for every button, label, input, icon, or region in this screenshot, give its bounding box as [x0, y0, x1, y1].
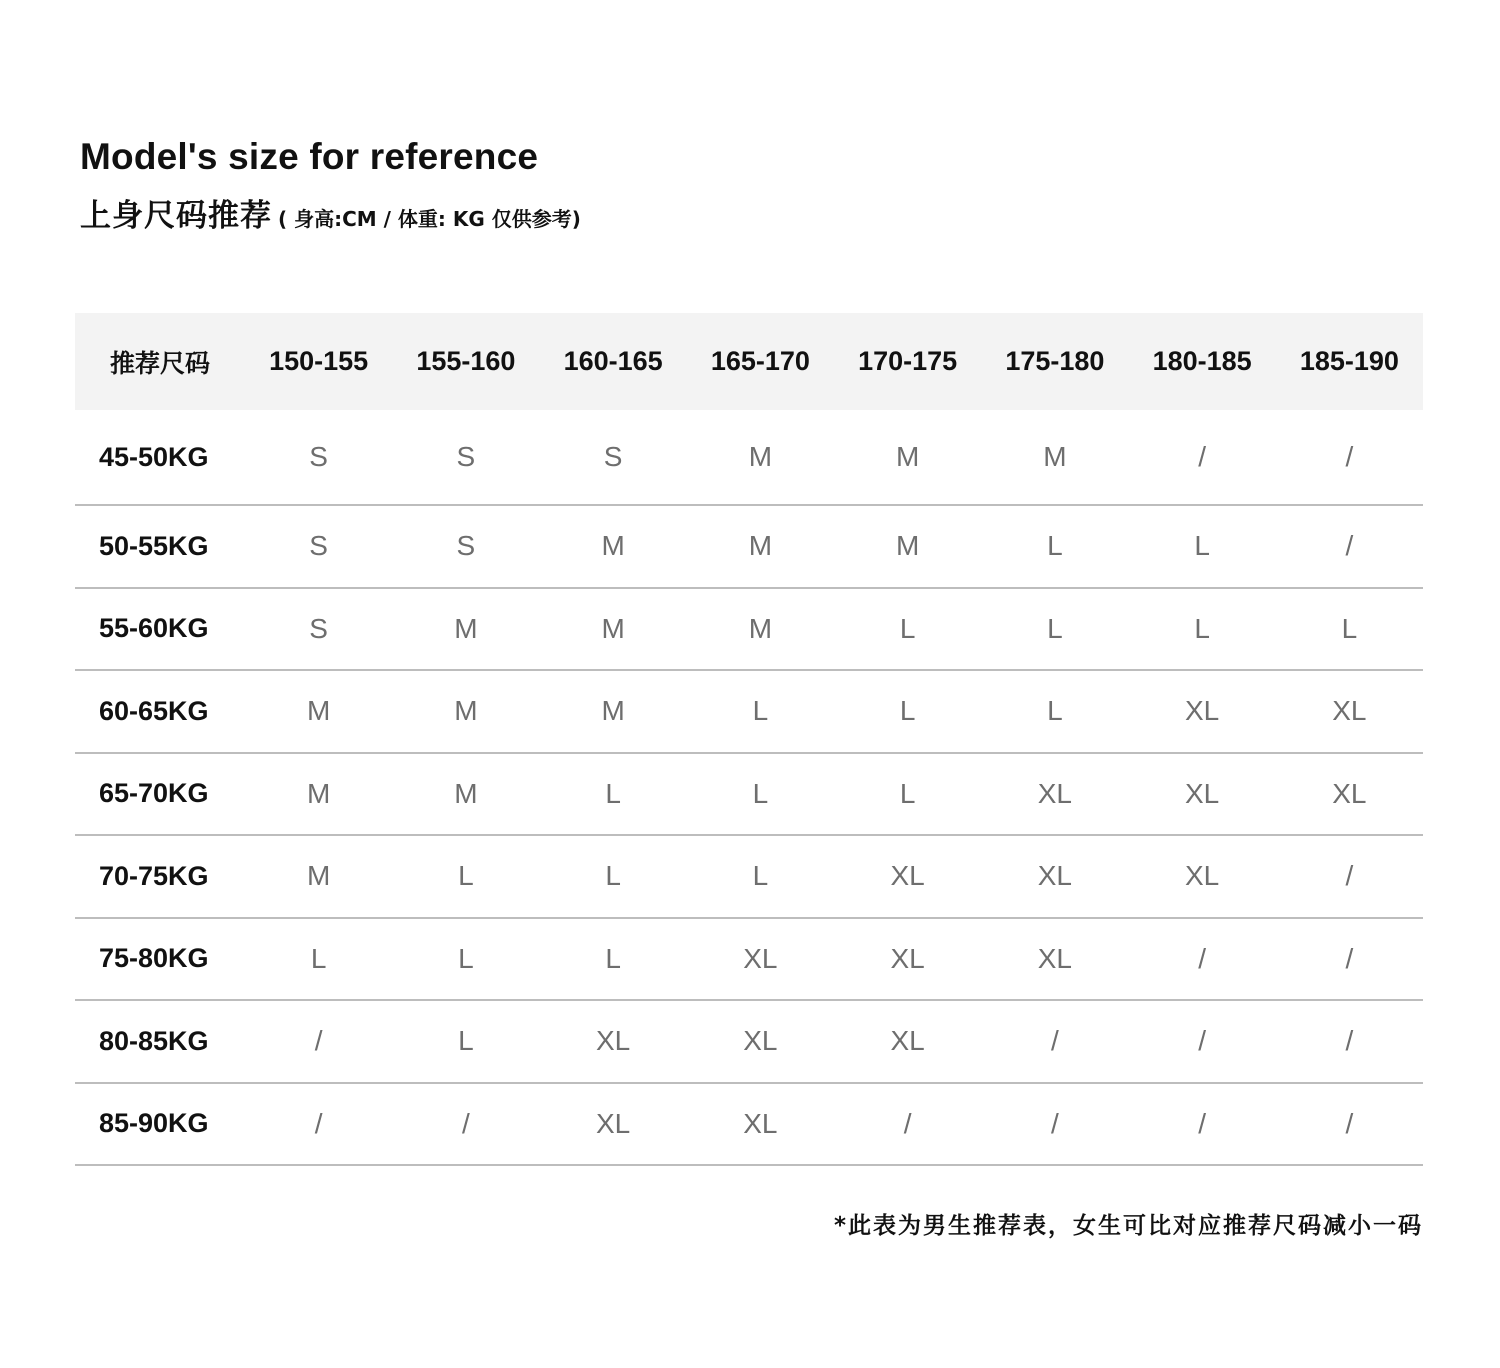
size-cell: S — [456, 441, 476, 472]
size-cell: XL — [1185, 695, 1220, 727]
size-cell: / — [1345, 860, 1354, 892]
height-header: 155-160 — [416, 346, 516, 376]
size-cell: / — [461, 1107, 470, 1139]
size-cell: L — [1047, 530, 1063, 562]
size-cell: M — [306, 695, 331, 727]
table-row — [75, 670, 1423, 753]
size-cell: XL — [1185, 860, 1220, 892]
size-cell: M — [895, 530, 920, 562]
size-cell: L — [899, 695, 916, 727]
size-cell: L — [899, 777, 916, 809]
height-header: 180-185 — [1152, 346, 1252, 376]
size-cell: M — [601, 612, 625, 644]
size-cell: / — [1198, 441, 1207, 472]
size-cell: XL — [890, 1025, 925, 1057]
size-cell: M — [601, 530, 625, 562]
size-cell: / — [1198, 942, 1207, 974]
size-cell: / — [1345, 1025, 1354, 1057]
size-cell: S — [309, 612, 328, 644]
table-row — [75, 918, 1423, 1001]
size-cell: L — [899, 612, 916, 644]
size-cell: L — [1341, 612, 1358, 644]
size-cell: L — [752, 695, 769, 727]
weight-label: 55-60KG — [99, 613, 209, 644]
size-cell: M — [601, 695, 625, 727]
table-header-row — [75, 313, 1423, 410]
size-cell: M — [454, 612, 478, 644]
weight-label: 70-75KG — [99, 860, 209, 891]
size-cell: L — [605, 777, 621, 809]
size-cell: S — [309, 441, 328, 472]
weight-label: 75-80KG — [99, 943, 209, 974]
size-cell: M — [748, 441, 773, 472]
table-row — [75, 1000, 1423, 1083]
size-cell: / — [903, 1107, 912, 1139]
height-header: 165-170 — [710, 346, 810, 376]
table-row — [75, 588, 1423, 671]
size-cell: / — [1345, 942, 1354, 974]
size-cell: XL — [890, 860, 925, 892]
size-cell: XL — [743, 1025, 778, 1057]
size-cell: XL — [596, 1025, 631, 1057]
size-cell: XL — [1037, 860, 1072, 892]
table-row — [75, 753, 1423, 836]
size-cell: / — [1198, 1025, 1207, 1057]
table-row — [75, 505, 1423, 588]
size-cell: / — [1050, 1107, 1059, 1139]
size-cell: XL — [890, 942, 925, 974]
size-cell: XL — [1332, 695, 1367, 727]
size-cell: L — [1047, 695, 1063, 727]
size-cell: / — [1345, 441, 1354, 472]
size-cell: L — [458, 1025, 474, 1057]
table-row — [75, 835, 1423, 918]
size-cell: S — [603, 441, 623, 472]
size-cell: XL — [1185, 777, 1220, 809]
size-cell: / — [314, 1025, 323, 1057]
size-cell: M — [748, 530, 773, 562]
size-cell: M — [1043, 441, 1067, 472]
weight-label: 65-70KG — [99, 778, 209, 809]
size-cell: / — [1345, 1107, 1354, 1139]
size-cell: M — [454, 695, 478, 727]
size-cell: XL — [1332, 777, 1367, 809]
footnote: *此表为男生推荐表，女生可比对应推荐尺码减小一码 — [833, 1213, 1423, 1239]
table-row — [75, 1083, 1423, 1166]
weight-label: 60-65KG — [99, 695, 209, 726]
size-cell: M — [748, 612, 773, 644]
size-cell: L — [605, 860, 621, 892]
size-cell: L — [458, 942, 474, 974]
height-header: 150-155 — [269, 346, 369, 376]
height-header: 170-175 — [858, 346, 958, 376]
size-cell: XL — [1037, 777, 1072, 809]
subtitle-note: ( 身高:CM / 体重: KG 仅供参考) — [278, 207, 581, 231]
size-cell: XL — [743, 942, 778, 974]
page-subtitle — [80, 190, 581, 235]
size-cell: L — [1194, 530, 1210, 562]
size-cell: L — [458, 860, 474, 892]
size-cell: S — [309, 530, 328, 562]
size-cell: M — [454, 777, 478, 809]
weight-label: 85-90KG — [99, 1108, 209, 1139]
table-row — [75, 410, 1423, 505]
page-title: Model's size for reference — [80, 136, 539, 177]
size-cell: L — [605, 942, 621, 974]
size-cell: L — [752, 860, 769, 892]
weight-label: 50-55KG — [99, 530, 209, 561]
size-cell: / — [1050, 1025, 1059, 1057]
size-cell: / — [1345, 530, 1354, 562]
height-header: 160-165 — [563, 346, 663, 376]
height-header: 175-180 — [1005, 346, 1105, 376]
size-cell: / — [314, 1107, 323, 1139]
weight-label: 45-50KG — [99, 441, 209, 472]
size-chart-table — [75, 313, 1423, 1166]
size-cell: M — [306, 777, 331, 809]
size-cell: XL — [743, 1107, 778, 1139]
size-cell: L — [1047, 612, 1063, 644]
size-cell: S — [456, 530, 476, 562]
corner-label: 推荐尺码 — [109, 348, 210, 378]
size-cell: XL — [596, 1107, 631, 1139]
height-header: 185-190 — [1299, 346, 1399, 376]
size-cell: / — [1198, 1107, 1207, 1139]
size-cell: L — [1194, 612, 1210, 644]
size-cell: L — [310, 942, 327, 974]
size-cell: M — [306, 860, 331, 892]
size-cell: XL — [1037, 942, 1072, 974]
size-cell: L — [752, 777, 769, 809]
size-cell: M — [895, 441, 920, 472]
weight-label: 80-85KG — [99, 1025, 209, 1056]
subtitle-main: 上身尺码推荐 — [80, 198, 272, 234]
